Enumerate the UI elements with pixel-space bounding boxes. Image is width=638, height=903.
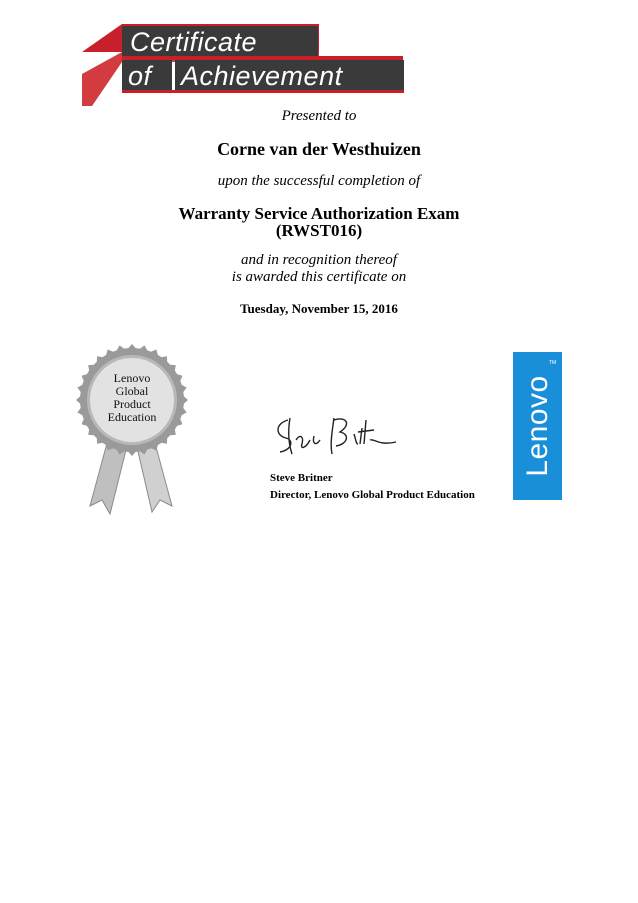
recognition-block xyxy=(0,252,638,286)
signature-image xyxy=(270,410,400,458)
signatory-title: Director, Lenovo Global Product Education xyxy=(270,489,475,501)
exam-code: (RWST016) xyxy=(275,221,363,240)
certificate-banner xyxy=(82,22,408,106)
presented-to-label: Presented to xyxy=(281,108,357,124)
recognition-line2: is awarded this certificate on xyxy=(231,269,407,285)
exam-title: Warranty Service Authorization Exam xyxy=(178,204,460,223)
exam-block xyxy=(0,205,638,239)
lenovo-logo-text: Lenovo xyxy=(520,375,554,477)
signatory-name: Steve Britner xyxy=(270,472,333,484)
completion-phrase: upon the successful completion of xyxy=(217,173,421,189)
seal-line-3: Product xyxy=(113,397,151,411)
award-seal-icon xyxy=(76,342,188,518)
seal-line-2: Global xyxy=(115,384,149,398)
seal-line-1: Lenovo xyxy=(113,371,151,385)
banner-line1: Certificate xyxy=(130,27,258,57)
trademark-mark: TM xyxy=(549,360,557,366)
lenovo-logo xyxy=(513,352,562,500)
seal-line-4: Education xyxy=(107,410,157,424)
banner-line2-prefix: of xyxy=(128,61,152,91)
recipient-name: Corne van der Westhuizen xyxy=(217,139,421,159)
award-date: Tuesday, November 15, 2016 xyxy=(240,301,398,316)
banner-line2-main: Achievement xyxy=(181,61,343,91)
recognition-line1: and in recognition thereof xyxy=(241,252,397,268)
